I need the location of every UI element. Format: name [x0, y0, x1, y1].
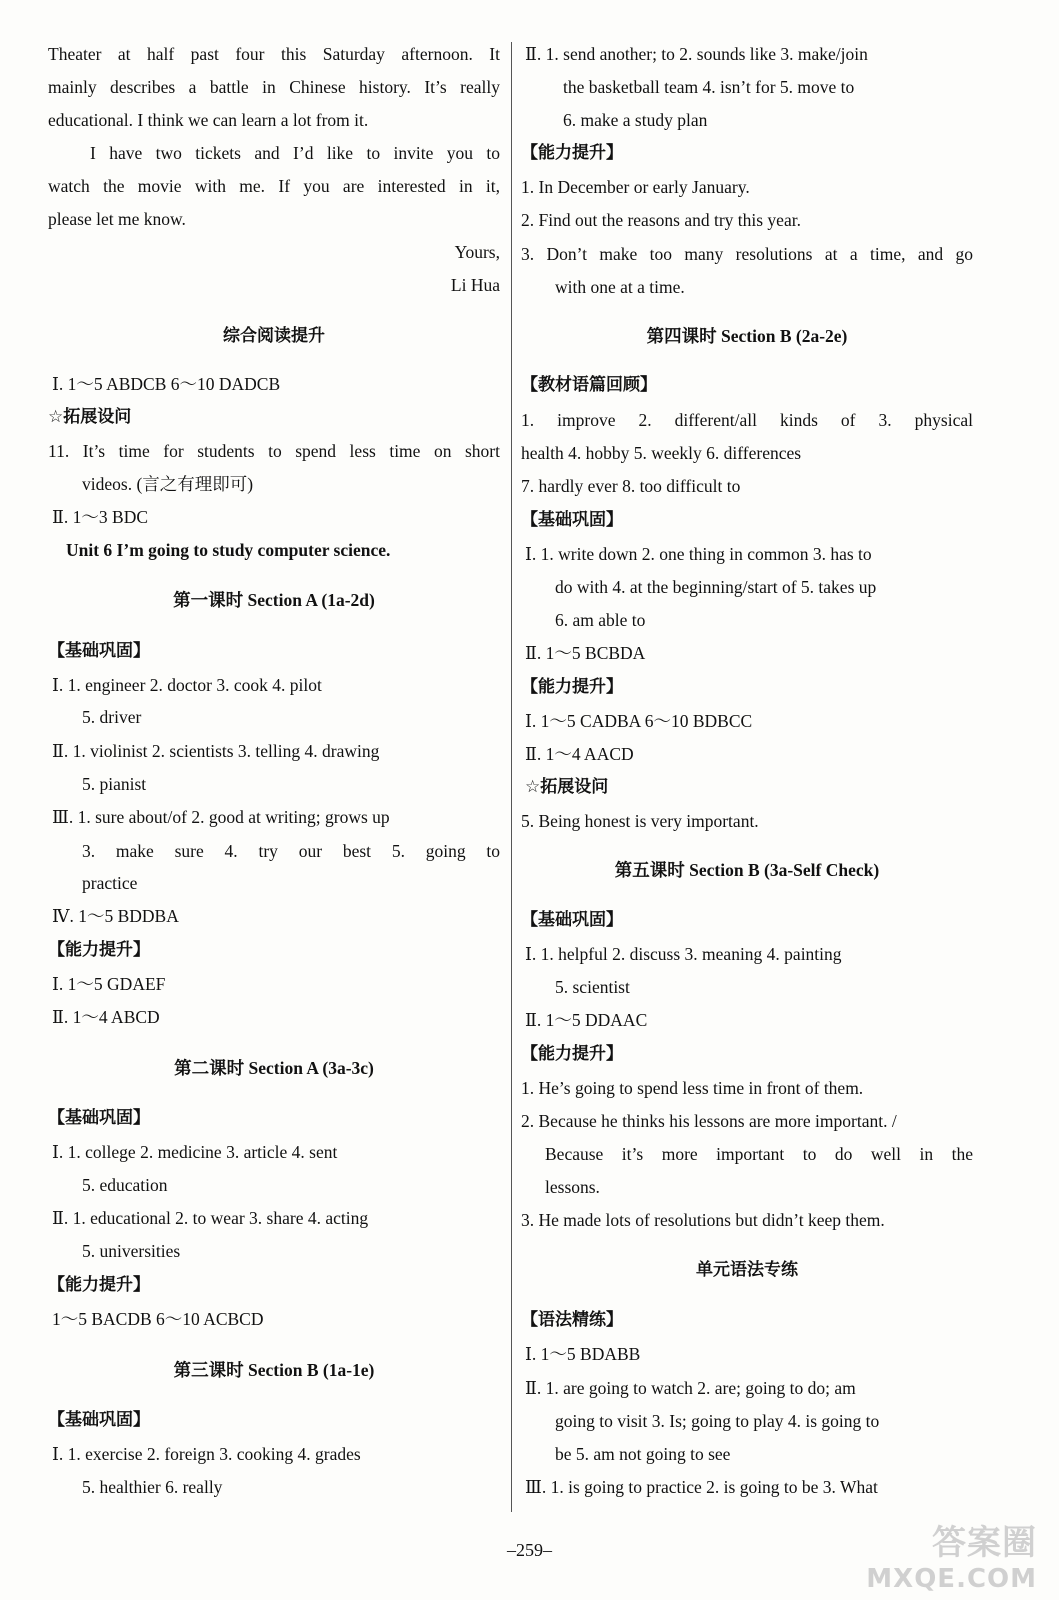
- letter-line: educational. I think we can learn a lot from it.: [48, 110, 369, 130]
- answer-line: 6. make a study plan: [563, 110, 708, 130]
- basics-label: 【基础巩固】: [48, 641, 150, 661]
- answer-line: 5. universities: [82, 1241, 181, 1261]
- answer-line: Ⅰ. 1～5 CADBA 6～10 BDBCC: [525, 711, 753, 731]
- ability-label: 【能力提升】: [521, 1044, 623, 1064]
- expand-label: ☆拓展设问: [525, 777, 609, 797]
- basics-label: 【基础巩固】: [521, 910, 623, 930]
- answer-line: practice: [82, 873, 138, 893]
- answer-line: Ⅱ. 1～5 BCBDA: [525, 643, 646, 663]
- lesson-title: 第四课时 Section B (2a-2e): [646, 326, 848, 346]
- letter-signature: Li Hua: [450, 275, 500, 295]
- answer-line: 5. scientist: [555, 977, 630, 997]
- answer-line: Ⅱ. 1～3 BDC: [52, 507, 149, 527]
- letter-closing: Yours,: [454, 242, 500, 262]
- answer-line: lessons.: [545, 1177, 600, 1197]
- answer-line: 5. healthier 6. really: [82, 1477, 223, 1497]
- answer-line: 5. driver: [82, 707, 142, 727]
- answer-line: Ⅰ. 1～5 BDABB: [525, 1344, 641, 1364]
- lesson-title: 第五课时 Section B (3a-Self Check): [614, 860, 880, 880]
- answer-line: 1. improve 2. different/all kinds of 3. physical: [521, 410, 973, 430]
- lesson-title: 第三课时 Section B (1a-1e): [173, 1360, 375, 1380]
- answer-line: Ⅰ. 1. engineer 2. doctor 3. cook 4. pilot: [52, 675, 322, 695]
- answer-line: with one at a time.: [555, 277, 685, 297]
- basics-label: 【基础巩固】: [521, 510, 623, 530]
- answer-line: do with 4. at the beginning/start of 5. takes up: [555, 577, 877, 597]
- basics-label: 【基础巩固】: [48, 1410, 150, 1430]
- answer-line: 5. Being honest is very important.: [521, 811, 759, 831]
- letter-line: Theater at half past four this Saturday afternoon. It: [48, 44, 500, 64]
- letter-line: I have two tickets and I’d like to invite you to: [90, 143, 500, 163]
- page-number: –259–: [507, 1540, 552, 1560]
- letter-line: please let me know.: [48, 209, 186, 229]
- answer-line: Ⅳ. 1～5 BDDBA: [52, 906, 179, 926]
- answer-line: Ⅰ. 1. exercise 2. foreign 3. cooking 4. grades: [52, 1444, 361, 1464]
- answer-line: Ⅱ. 1～4 AACD: [525, 744, 634, 764]
- answer-line: Ⅰ. 1～5 ABDCB 6～10 DADCB: [52, 374, 281, 394]
- answer-line: 5. pianist: [82, 774, 147, 794]
- answer-line: Ⅰ. 1. helpful 2. discuss 3. meaning 4. painting: [525, 944, 842, 964]
- answer-line: Ⅱ. 1. violinist 2. scientists 3. telling 4. drawing: [52, 741, 380, 761]
- answer-line: 11. It’s time for students to spend less time on short: [48, 441, 500, 461]
- answer-line: Ⅱ. 1～5 DDAAC: [525, 1010, 648, 1030]
- answer-line: Ⅱ. 1～4 ABCD: [52, 1007, 160, 1027]
- column-divider: [511, 42, 512, 1512]
- answer-line: Ⅱ. 1. are going to watch 2. are; going to do; am: [525, 1378, 856, 1398]
- answer-line: 7. hardly ever 8. too difficult to: [521, 476, 741, 496]
- answer-line: 3. Don’t make too many resolutions at a time, and go: [521, 244, 973, 264]
- letter-line: mainly describes a battle in Chinese history. It’s really: [48, 77, 500, 97]
- answer-line: Because it’s more important to do well in the: [545, 1144, 973, 1164]
- answer-line: 1～5 BACDB 6～10 ACBCD: [52, 1309, 264, 1329]
- grammar-label: 【语法精练】: [521, 1310, 623, 1330]
- lesson-title: 第二课时 Section A (3a-3c): [174, 1058, 374, 1078]
- letter-line: watch the movie with me. If you are interested in it,: [48, 176, 500, 196]
- ability-label: 【能力提升】: [521, 143, 623, 163]
- answer-line: 5. education: [82, 1175, 168, 1195]
- answer-line: Ⅰ. 1～5 GDAEF: [52, 974, 166, 994]
- answer-line: 2. Because he thinks his lessons are more important. /: [521, 1111, 897, 1131]
- answer-line: Ⅲ. 1. sure about/of 2. good at writing; grows up: [52, 807, 390, 827]
- answer-line: 2. Find out the reasons and try this year.: [521, 210, 801, 230]
- basics-label: 【基础巩固】: [48, 1108, 150, 1128]
- answer-line: videos. (言之有理即可): [82, 474, 254, 494]
- answer-line: be 5. am not going to see: [555, 1444, 731, 1464]
- unit-title: Unit 6 I’m going to study computer science.: [66, 540, 391, 560]
- answer-line: Ⅰ. 1. write down 2. one thing in common 3. has to: [525, 544, 872, 564]
- answer-line: the basketball team 4. isn’t for 5. move to: [563, 77, 855, 97]
- answer-line: 1. In December or early January.: [521, 177, 750, 197]
- answer-line: going to visit 3. Is; going to play 4. is going to: [555, 1411, 880, 1431]
- answer-line: 3. make sure 4. try our best 5. going to: [82, 841, 500, 861]
- ability-label: 【能力提升】: [48, 940, 150, 960]
- answer-line: Ⅱ. 1. send another; to 2. sounds like 3. make/join: [525, 44, 868, 64]
- answer-line: Ⅰ. 1. college 2. medicine 3. article 4. sent: [52, 1142, 338, 1162]
- section-title-reading: 综合阅读提升: [223, 326, 325, 346]
- answer-line: Ⅱ. 1. educational 2. to wear 3. share 4. acting: [52, 1208, 369, 1228]
- watermark-bottom: MXQE.COM: [866, 1564, 1037, 1594]
- review-label: 【教材语篇回顾】: [521, 375, 657, 395]
- answer-line: Ⅲ. 1. is going to practice 2. is going to be 3. What: [525, 1477, 878, 1497]
- answer-line: health 4. hobby 5. weekly 6. differences: [521, 443, 802, 463]
- lesson-title: 第一课时 Section A (1a-2d): [173, 590, 375, 610]
- answer-line: 3. He made lots of resolutions but didn’t keep them.: [521, 1210, 885, 1230]
- ability-label: 【能力提升】: [521, 677, 623, 697]
- watermark-top: 答案圈: [932, 1523, 1037, 1563]
- ability-label: 【能力提升】: [48, 1275, 150, 1295]
- answer-line: 1. He’s going to spend less time in front of them.: [521, 1078, 864, 1098]
- answer-line: 6. am able to: [555, 610, 646, 630]
- section-title-grammar: 单元语法专练: [696, 1260, 798, 1280]
- expand-label: ☆拓展设问: [48, 407, 132, 427]
- site-watermark-logo: [866, 1515, 1037, 1594]
